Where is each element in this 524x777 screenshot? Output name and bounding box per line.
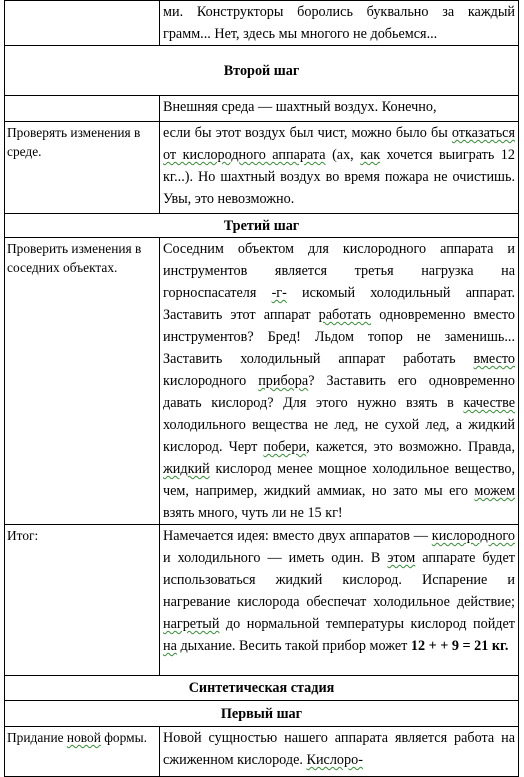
table-cell-empty [5, 96, 160, 122]
text-cell: Внешняя среда — шахтный воздух. Конечно, [160, 96, 519, 122]
section-heading-row [5, 46, 519, 96]
text-cell: Соседним объектом для кислородного аппарата и инструментов является третья нагрузка на горноспасателя -г- искомый холодильный аппарат. Заставить этот аппарат работать одновременно вместо инструментов? Бред! Льдом топор не заменишь... Заставить холодильный аппарат работать вместо кислородного прибора? Заставить его одновременно давать кислород? Для этого нужно взять в качестве холодильного вещества не лед, не сухой лед, а жидкий кислород. Черт побери, кажется, это возможно. Правда, жидкий кислород менее мощное холодильное вещество, чем, например, жидкий аммиак, но зато мы его можем взять много, чуть ли не 15 кг! [160, 238, 519, 525]
text-cell: Намечается идея: вместо двух аппаратов — кислородного и холодильного — иметь один. В этом аппарате будет использоваться жидкий кислород. Испарение и нагревание кислорода обеспечат холодильное действие; нагретый до нормальной температуры кислород пойдет на дыхание. Весить такой прибор может 12 + + 9 = 21 кг. [160, 525, 519, 676]
section-heading-row [5, 676, 519, 701]
heading-synthetic-stage: Синтетическая стадия [5, 676, 519, 701]
table-row [5, 238, 519, 525]
table-row [5, 122, 519, 214]
heading-step-2: Второй шаг [5, 46, 519, 96]
section-heading-row [5, 214, 519, 238]
method-cell: Придание новой формы. [5, 727, 160, 777]
table-row [5, 727, 519, 777]
method-cell: Проверить изменения в соседних объектах. [5, 238, 160, 525]
table-cell-empty [5, 1, 160, 46]
summary-label: Итог: [5, 525, 160, 676]
heading-step-1: Первый шаг [5, 701, 519, 727]
text-cell: ми. Конструкторы боролись буквально за каждый грамм... Нет, здесь мы многого не добьемся... [160, 1, 519, 46]
table-row [5, 1, 519, 46]
section-heading-row [5, 701, 519, 727]
table-row [5, 96, 519, 122]
method-cell: Проверять изменения в среде. [5, 122, 160, 214]
table-row [5, 525, 519, 676]
document-table [4, 0, 519, 777]
text-cell: если бы этот воздух был чист, можно было бы отказаться от кислородного аппарата (ах, как хочется выиграть 12 кг...). Но шахтный воздух во время пожара не очистишь. Увы, это невозможно. [160, 122, 519, 214]
heading-step-3: Третий шаг [5, 214, 519, 238]
text-cell: Новой сущностью нашего аппарата является работа на сжиженном кислороде. Кислоро- [160, 727, 519, 777]
